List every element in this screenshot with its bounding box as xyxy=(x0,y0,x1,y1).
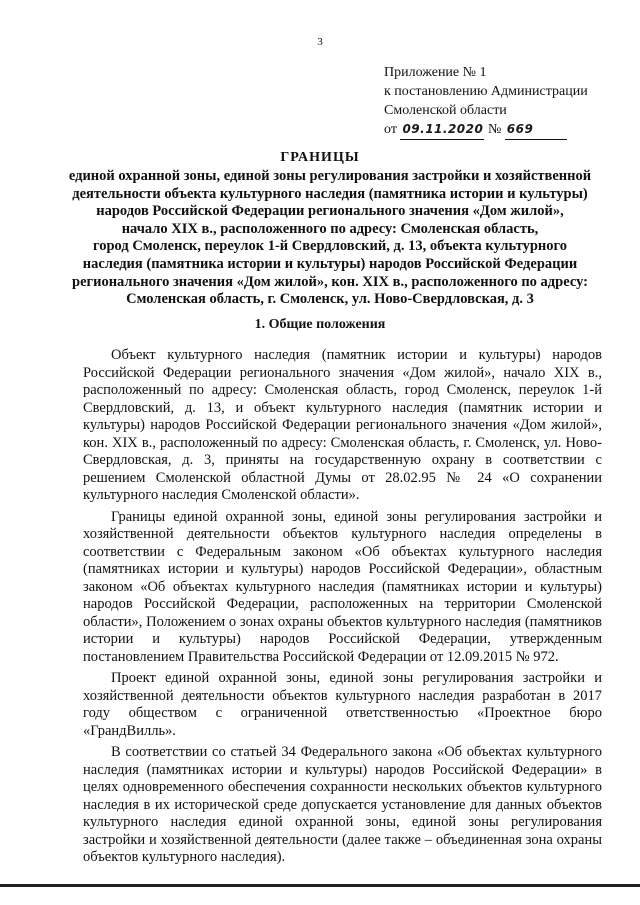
paragraph: Границы единой охранной зоны, единой зоны регулирования застройки и хозяйственной деятельности объектов культурного наследия определены в соответствии с Федеральным законом «Об объектах культурного наследия (памятниках истории и культуры) народов Российской Федерации», областным законом «Об объектах культурного наследия (памятниках истории и культуры) народов Российской Федерации, расположенных на территории Смоленской области», Положением о зонах охраны объектов культурного наследия (памятников истории и культуры) народов Российской Федерации, утвержденным постановлением Правительства Российской Федерации от 12.09.2015 № 972. xyxy=(83,508,602,665)
appendix-decree-line: к постановлению Администрации xyxy=(384,84,588,99)
appendix-region-line: Смоленской области xyxy=(384,103,507,118)
subtitle-line: деятельности объекта культурного наследия (памятника истории и культуры) xyxy=(72,185,588,202)
section-heading: 1. Общие положения xyxy=(254,317,386,332)
scan-edge-line xyxy=(0,884,640,887)
document-title: ГРАНИЦЫ xyxy=(280,150,360,165)
paragraph: В соответствии со статьей 34 Федерального закона «Об объектах культурного наследия (памятниках истории и культуры) народов Российской Федерации» в целях одновременного обеспечения сохранности нескольких объектов культурного наследия в их исторической среде допускается установление для данных объектов культурного наследия единой охранной зоны, единой зоны регулирования застройки и хозяйственной деятельности (далее также – объединенная зона охраны объектов культурного наследия). xyxy=(83,744,602,865)
subtitle-line: народов Российской Федерации регионального значения «Дом жилой», xyxy=(96,203,564,220)
paragraph: Объект культурного наследия (памятник истории и культуры) народов Российской Федерации регионального значения «Дом жилой», начало XIX в., расположенный по адресу: Смоленская область, город Смоленск, переулок 1-й Свердловский, д. 13, и объект культурного наследия (памятник истории и культуры) народов Российской Федерации регионального значения «Дом жилой», кон. XIX в., расположенный по адресу: Смоленская область, г. Смоленск, ул. Ново-Свердловская, д. 3, приняты на государственную охрану в соответствии с решением Смоленской областной Думы от 28.02.95 № 24 «О сохранении культурного наследия Смоленской области». xyxy=(83,347,602,503)
date-prefix: от xyxy=(384,122,397,137)
subtitle-line: наследия (памятника истории и культуры) народов Российской Федерации xyxy=(82,255,578,272)
handwritten-number: 669 xyxy=(505,120,567,140)
body-text xyxy=(83,347,602,871)
page-number: 3 xyxy=(317,36,323,48)
paragraph: Проект единой охранной зоны, единой зоны регулирования застройки и хозяйственной деятельности объектов культурного наследия разработан в 2017 году обществом с ограниченной ответственностью «Проектное бюро «ГрандВилль». xyxy=(83,670,602,739)
subtitle-line: город Смоленск, переулок 1-й Свердловский, д. 13, объекта культурного xyxy=(93,238,567,255)
subtitle-line: начало XIX в., расположенного по адресу: Смоленская область, xyxy=(121,220,539,237)
handwritten-date: 09.11.2020 xyxy=(400,120,484,140)
subtitle-line: регионального значения «Дом жилой», кон. XIX в., расположенного по адресу: xyxy=(72,273,588,290)
appendix-block xyxy=(384,63,588,140)
appendix-title: Приложение № 1 xyxy=(384,65,487,80)
document-subtitle xyxy=(50,168,610,309)
subtitle-line: единой охранной зоны, единой зоны регулирования застройки и хозяйственной xyxy=(68,168,592,184)
subtitle-line: Смоленская область, г. Смоленск, ул. Ново-Свердловская, д. 3 xyxy=(126,291,534,308)
appendix-date-number-line xyxy=(384,120,588,140)
number-prefix: № xyxy=(487,122,502,137)
